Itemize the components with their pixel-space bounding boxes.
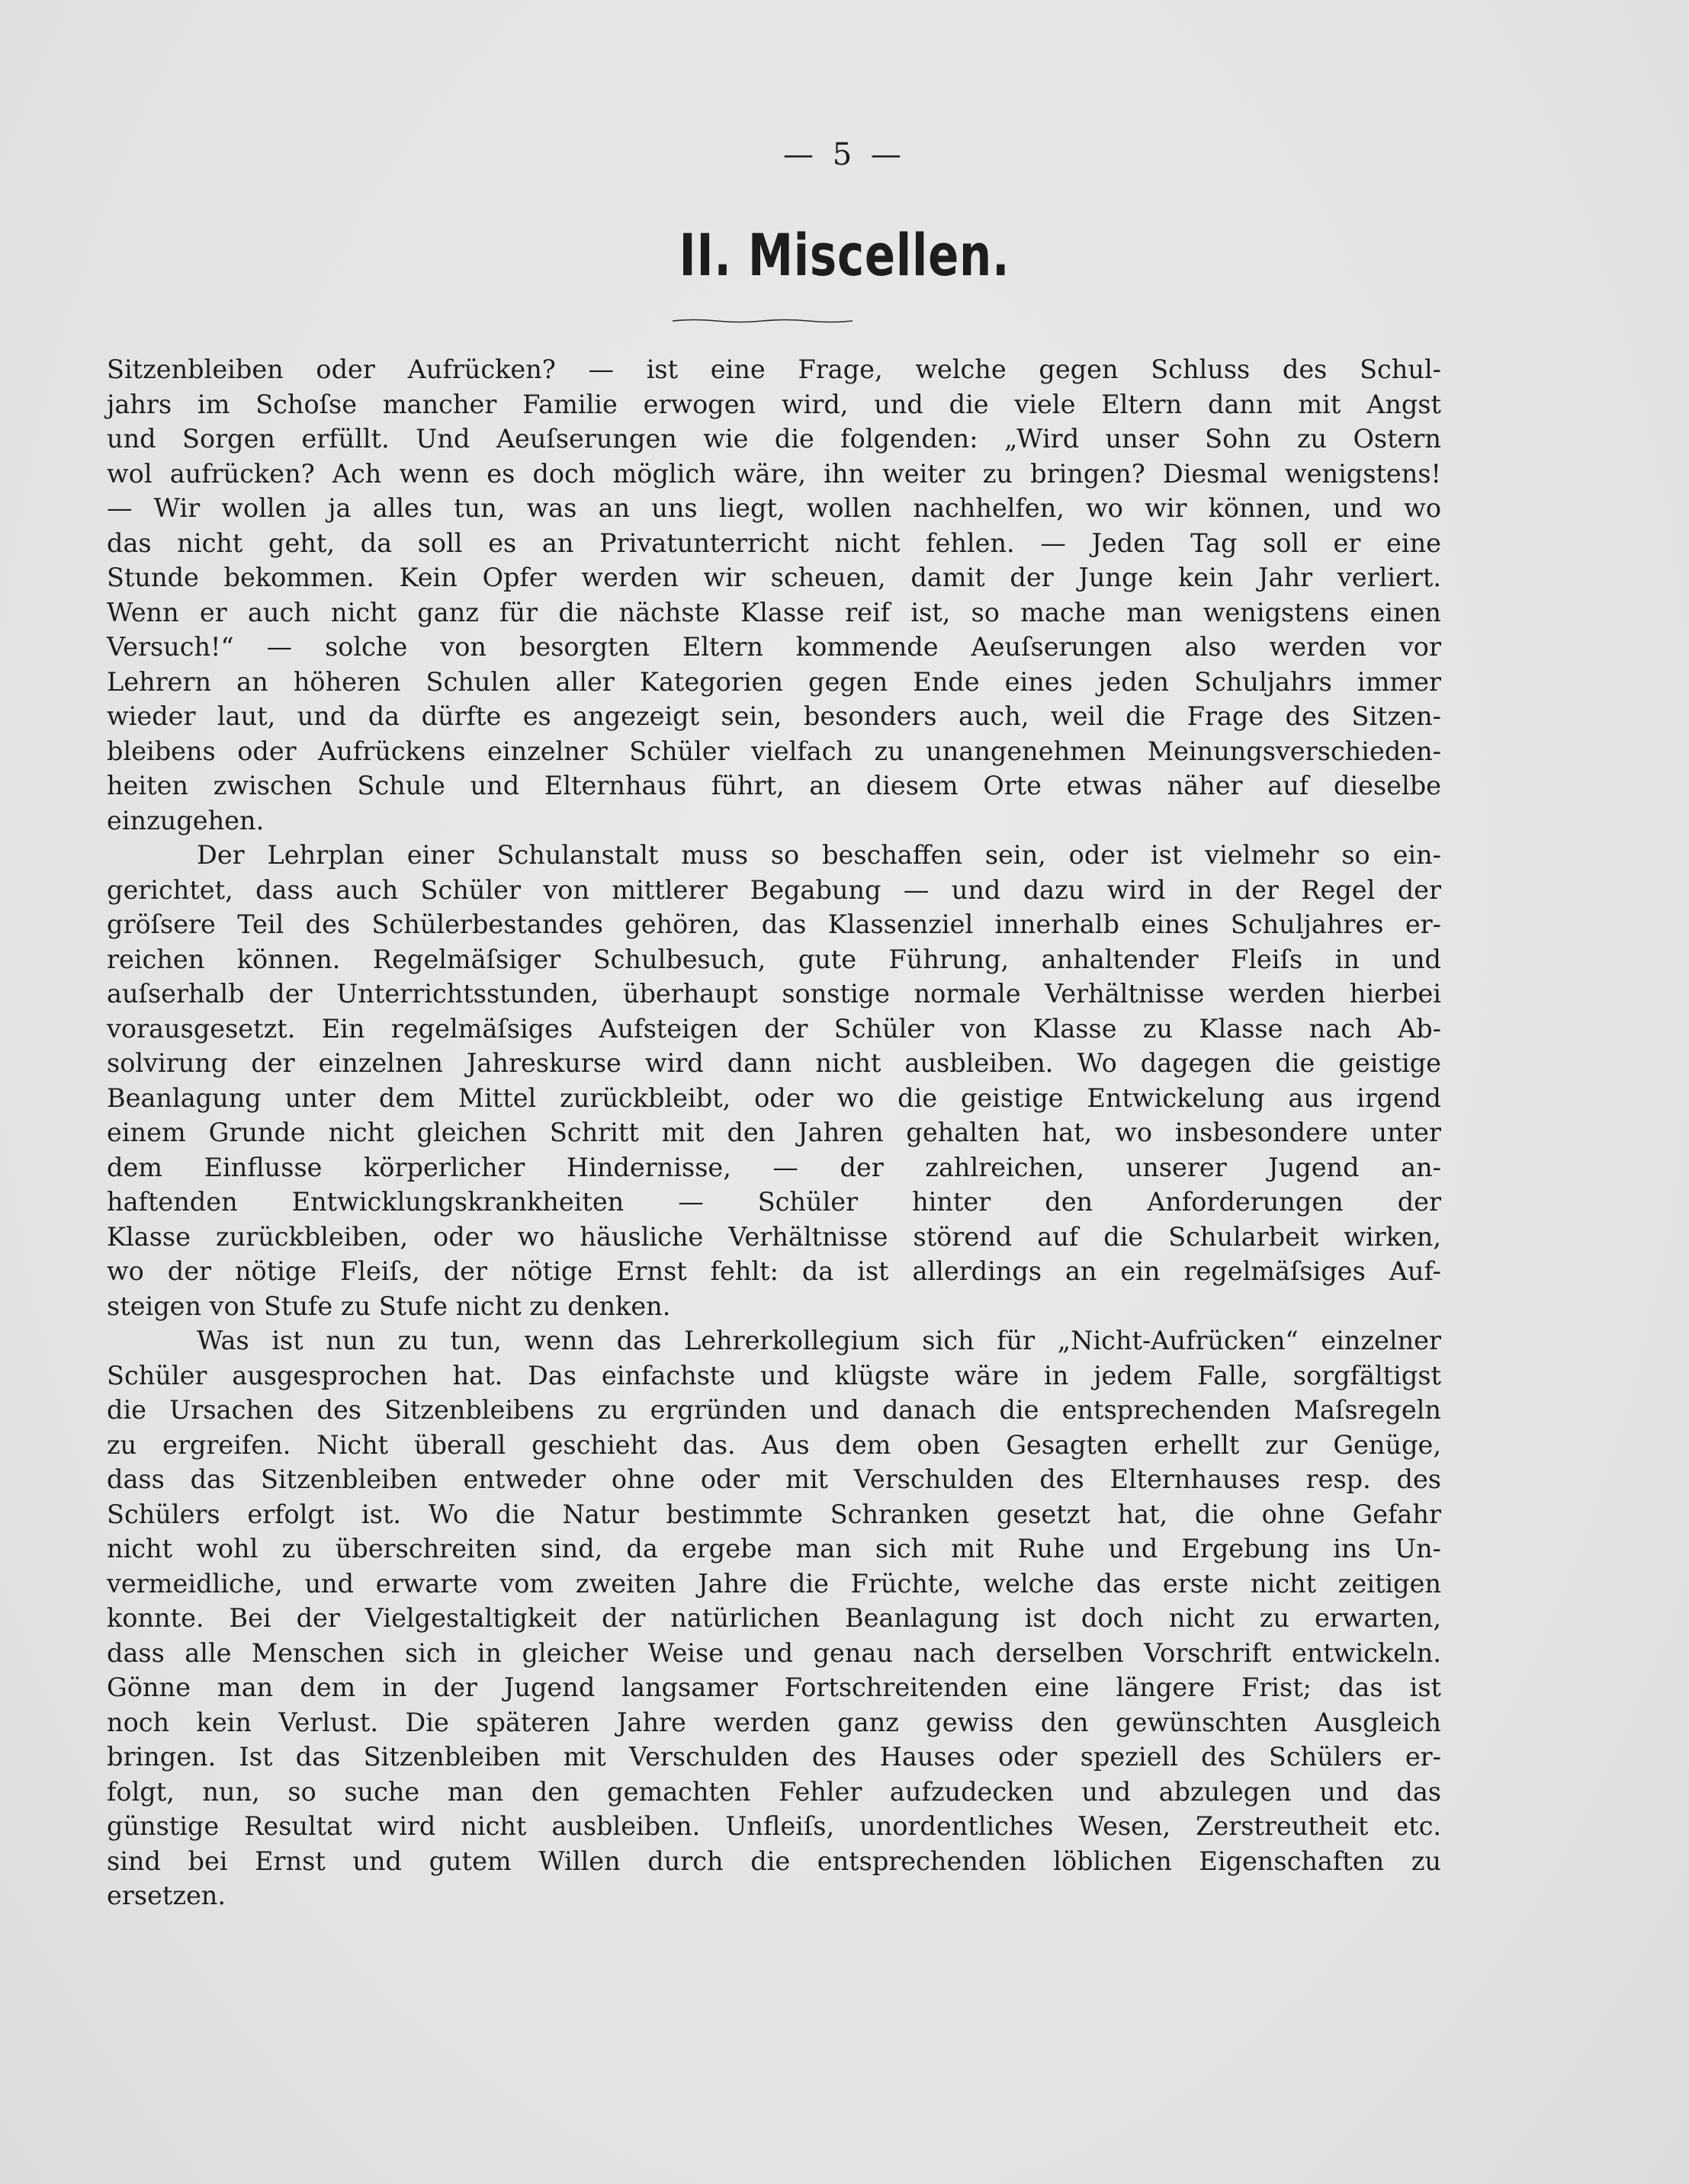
text-line: Wenn er auch nicht ganz für die nächste Klasse reif ist, so mache man wenigstens einen xyxy=(107,597,1441,627)
text-line: Versuch!“ — solche von besorgten Eltern kommende Aeuſserungen also werden vor xyxy=(107,632,1441,662)
text-line: noch kein Verlust. Die späteren Jahre werden ganz gewiss den gewünschten Ausgleich xyxy=(107,1707,1441,1737)
text-line: dass alle Menschen sich in gleicher Weise und genau nach derselben Vorschrift entwickeln. xyxy=(107,1637,1441,1668)
page-number: — 5 — xyxy=(783,137,906,172)
text-line: Gönne man dem in der Jugend langsamer Fortschreitenden eine längere Frist; das ist xyxy=(107,1672,1441,1702)
text-line: Der Lehrplan einer Schulanstalt muss so beschaffen sein, oder ist vielmehr so ein- xyxy=(197,840,1441,870)
text-line: einzugehen. xyxy=(107,805,265,835)
text-line: sind bei Ernst und gutem Willen durch die entsprechenden löblichen Eigenschaften zu xyxy=(107,1846,1441,1876)
text-line: wo der nötige Fleiſs, der nötige Ernst fehlt: da ist allerdings an ein regelmäſsiges Auf- xyxy=(107,1256,1441,1286)
text-line: nicht wohl zu überschreiten sind, da ergebe man sich mit Ruhe und Ergebung ins Un- xyxy=(107,1534,1441,1563)
text-line: konnte. Bei der Vielgestaltigkeit der natürlichen Beanlagung ist doch nicht zu erwarten, xyxy=(107,1603,1441,1633)
text-line: zu ergreifen. Nicht überall geschieht das. Aus dem oben Gesagten erhellt zur Genüge, xyxy=(107,1429,1441,1460)
text-line: Sitzenbleiben oder Aufrücken? — ist eine Frage, welche gegen Schluss des Schul- xyxy=(107,354,1441,384)
body-text xyxy=(107,352,1441,1913)
text-line: reichen können. Regelmäſsiger Schulbesuch, gute Führung, anhaltender Fleiſs in und xyxy=(107,944,1441,974)
text-line: dass das Sitzenbleiben entweder ohne oder mit Verschulden des Elternhauses resp. des xyxy=(107,1464,1441,1494)
text-line: — Wir wollen ja alles tun, was an uns liegt, wollen nachhelfen, wo wir können, und wo xyxy=(107,493,1441,523)
text-line: bringen. Ist das Sitzenbleiben mit Verschulden des Hauses oder speziell des Schülers er- xyxy=(107,1742,1441,1772)
text-line: gerichtet, dass auch Schüler von mittlerer Begabung — und dazu wird in der Regel der xyxy=(107,874,1441,905)
text-line: folgt, nun, so suche man den gemachten Fehler aufzudecken und abzulegen und das xyxy=(107,1776,1441,1807)
text-line: vermeidliche, und erwarte vom zweiten Jahre die Früchte, welche das erste nicht zeitigen xyxy=(107,1568,1441,1599)
text-line: wieder laut, und da dürfte es angezeigt sein, besonders auch, weil die Frage des Sitzen- xyxy=(107,701,1441,731)
text-line: das nicht geht, da soll es an Privatunterricht nicht fehlen. — Jeden Tag soll er eine xyxy=(107,528,1441,558)
text-line: ersetzen. xyxy=(107,1881,226,1910)
decorative-rule xyxy=(671,319,854,323)
text-line: solvirung der einzelnen Jahreskurse wird dann nicht ausbleiben. Wo dagegen die geistige xyxy=(107,1048,1441,1078)
text-line: einem Grunde nicht gleichen Schritt mit den Jahren gehalten hat, wo insbesondere unter xyxy=(107,1118,1441,1147)
text-line: Was ist nun zu tun, wenn das Lehrerkollegium sich für „Nicht-Aufrücken“ einzelner xyxy=(197,1326,1441,1355)
text-line: bleibens oder Aufrückens einzelner Schüler vielfach zu unangenehmen Meinungsverschieden- xyxy=(107,736,1441,766)
paragraph xyxy=(107,1323,1441,1913)
text-line: vorausgesetzt. Ein regelmäſsiges Aufsteigen der Schüler von Klasse zu Klasse nach Ab- xyxy=(107,1013,1441,1044)
section-heading: II. Miscellen. xyxy=(679,221,1010,289)
text-line: wol aufrücken? Ach wenn es doch möglich wäre, ihn weiter zu bringen? Diesmal wenigstens! xyxy=(107,458,1441,489)
text-line: Schülers erfolgt ist. Wo die Natur bestimmte Schranken gesetzt hat, die ohne Gefahr xyxy=(107,1499,1441,1529)
text-line: gröſsere Teil des Schülerbestandes gehören, das Klassenziel innerhalb eines Schuljahres er- xyxy=(107,909,1441,939)
text-line: Stunde bekommen. Kein Opfer werden wir scheuen, damit der Junge kein Jahr verliert. xyxy=(107,563,1441,592)
text-line: steigen von Stufe zu Stufe nicht zu denken. xyxy=(107,1291,671,1321)
text-line: und Sorgen erfüllt. Und Aeuſserungen wie die folgenden: „Wird unser Sohn zu Ostern xyxy=(107,424,1441,454)
text-line: Beanlagung unter dem Mittel zurückbleibt, oder wo die geistige Entwickelung aus irgend xyxy=(107,1082,1441,1113)
text-line: jahrs im Schoſse mancher Familie erwogen wird, und die viele Eltern dann mit Angst xyxy=(107,389,1441,419)
text-line: günstige Resultat wird nicht ausbleiben. Unfleiſs, unordentliches Wesen, Zerstreutheit etc. xyxy=(107,1811,1441,1841)
text-line: heiten zwischen Schule und Elternhaus führt, an diesem Orte etwas näher auf dieselbe xyxy=(107,771,1441,800)
text-line: Klasse zurückbleiben, oder wo häusliche Verhältnisse störend auf die Schularbeit wirken, xyxy=(107,1221,1441,1252)
text-line: dem Einflusse körperlicher Hindernisse, — der zahlreichen, unserer Jugend an- xyxy=(107,1152,1441,1182)
text-line: haftenden Entwicklungskrankheiten — Schüler hinter den Anforderungen der xyxy=(107,1187,1441,1217)
paragraph xyxy=(107,838,1441,1323)
paragraph xyxy=(107,352,1441,838)
text-line: auſserhalb der Unterrichtsstunden, überhaupt sonstige normale Verhältnisse werden hierbei xyxy=(107,979,1441,1009)
text-line: Schüler ausgesprochen hat. Das einfachste und klügste wäre in jedem Falle, sorgfältigst xyxy=(107,1360,1441,1390)
text-line: Lehrern an höheren Schulen aller Kategorien gegen Ende eines jeden Schuljahrs immer xyxy=(107,666,1441,697)
text-line: die Ursachen des Sitzenbleibens zu ergründen und danach die entsprechenden Maſsregeln xyxy=(107,1395,1441,1425)
